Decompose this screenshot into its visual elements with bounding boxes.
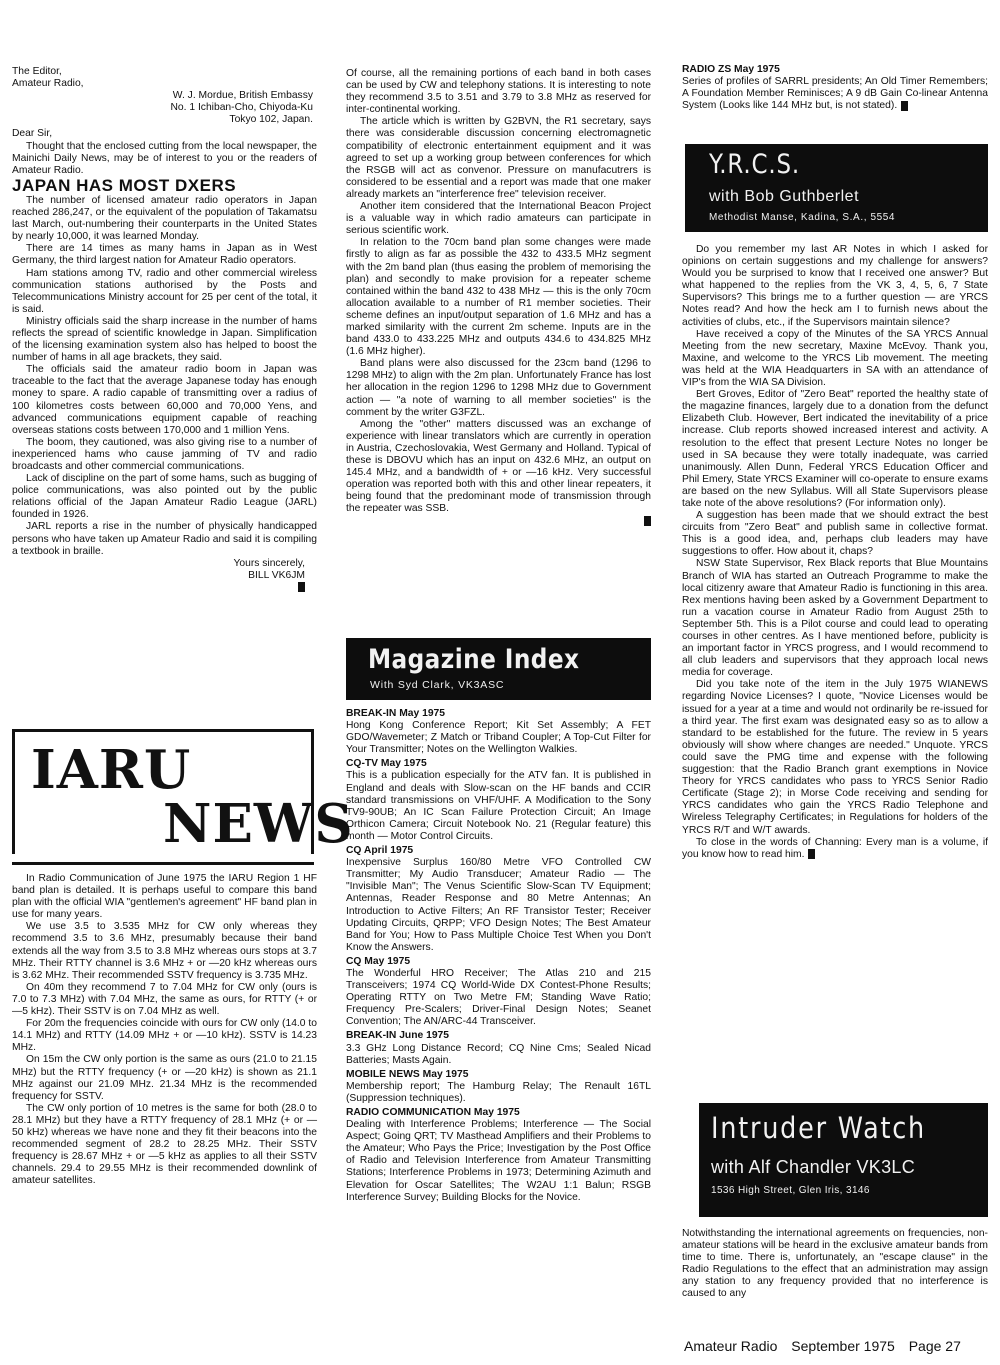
paragraph-text: To close in the words of Channing: Every man is a volume, if you know how to read him. — [682, 836, 988, 860]
paragraph: We use 3.5 to 3.535 MHz for CW only whereas they recommend 3.5 to 3.6 MHz, presumably because their band extends all the way from 3.5 to 3.8 MHz whereas ours stops at 3.7 MHz. Their RTTY channel is 3.6 MHz + or —20 kHz whereas ours is 3.62 MHz. Their recommended SSTV frequency is 3.735 MHz. — [12, 921, 317, 981]
index-entry-head: CQ May 1975 — [346, 955, 411, 967]
paragraph: Another item considered that the International Beacon Project is a valuable way in which radio amateurs can participate in serious scientific work. — [346, 201, 651, 237]
footer-page-number: Page 27 — [908, 1338, 961, 1354]
end-mark-icon — [298, 582, 305, 592]
intruder-watch-byline: with Alf Chandler VK3LC — [711, 1157, 916, 1177]
sender-address — [12, 90, 317, 126]
iaru-title-underline — [12, 862, 314, 865]
index-entry-head: BREAK-IN May 1975 — [346, 708, 445, 719]
iaru-title-line-1: IARU — [31, 739, 192, 801]
footer-publication: Amateur Radio — [684, 1338, 778, 1354]
paragraph: A suggestion has been made that we should extract the best circuits from "Zero Beat" and publish same in collective format. This is a good idea, and, perhaps club leaders may have suggestions to offer. How about it, chaps? — [682, 510, 988, 558]
paragraph — [682, 837, 988, 861]
intruder-watch-address: 1536 High Street, Glen Iris, 3146 — [711, 1185, 870, 1196]
yrcs-byline: with Bob Guthberlet — [709, 188, 860, 205]
index-entry-head: RADIO COMMUNICATION May 1975 — [346, 1107, 520, 1118]
paragraph: Notwithstanding the international agreements on frequencies, non-amateur stations will be heard in the exclusive amateur bands from time to time. There is, unfortunately, an "escape clause" in the Radio Regulations to the effect that an administration may assign any station to any frequency provided that no interference is caused to any — [682, 1228, 988, 1300]
magazine-index-byline: With Syd Clark, VK3ASC — [370, 679, 505, 691]
address-line: W. J. Mordue, British Embassy — [172, 90, 313, 102]
end-mark-icon — [901, 101, 908, 111]
paragraph: The article which is written by G2BVN, the R1 secretary, says there was considerable discussion concerning electromagnetic compatibility of electronic entertainment equipment and it was agreed to set up a working group between conferences for which the RSGB will act as convenor. Pressure on manufacutrers is considered to be essential and a report was made that one maker already markets an "interference free" television receiver. — [346, 116, 651, 200]
paragraph: The CW only portion of 10 metres is the same for both (28.0 to 28.1 MHz) but they have a RTTY frequency of 28.1 MHz (+ or —50 kHz) whereas we have none and they fit their beacons into the recommended segment of 28.2 to 28.25 MHz. Their SSTV frequency is 28.67 MHz + or —5 kHz as applies to all their SSTV channels. 29.4 to 29.55 MHz is their recommended downlink of amateur satellites. — [12, 1102, 317, 1187]
intruder-watch-article — [682, 1228, 988, 1301]
index-entry-head: CQ April 1975 — [346, 845, 414, 857]
paragraph: Band plans were also discussed for the 23cm band (1296 to 1298 MHz) to align with the 2m plan. Unfortunately France has lost her allocation in the region 1296 to 1298 MHz due to Government action — "a note of warning to all member societies" is the comment by the writer G3FZL. — [346, 358, 651, 418]
iaru-news-title-box — [12, 729, 354, 855]
paragraph: The officials said the amateur radio boom in Japan was traceable to the fact that the average Japanese today has enough money to spare. A radio capable of transmitting over a radius of 100 kilometres costs between 60,000 and 70,000 Yens, and advanced communications equipment capable of reaching overseas stations costs between 170,000 and 1 million Yens. — [12, 364, 317, 436]
address-line: No. 1 Ichiban-Cho, Chiyoda-Ku — [170, 102, 313, 114]
end-mark-row — [12, 582, 317, 594]
signature-text: BILL VK6JM — [248, 569, 305, 581]
paragraph: Ham stations among TV, radio and other commercial wireless communication stations authorised by the Posts and Telecommunications Ministry account for 25 per cent of the total, it is said. — [12, 267, 317, 315]
paragraph: The number of licensed amateur radio operators in Japan reached 286,247, or the equivalent of the population of Takamatsu last March, out-numbering their counterparts in the United States by nearly 10,000, it was learned Monday. — [12, 194, 317, 243]
index-entry-body: Inexpensive Surplus 160/80 Metre VFO Controlled CW Transmitter; My Audio Transducer; Amateur Radio — The "Invisible Man"; The Venus Scientific Slow-Scan TV Equipment; Antennas, Reader Response and 80 Metre Antennas; An Introduction to Active Filters; An RF Transistor Tester; Receiver Updating Circuits, QRPP; VFO Design Notes; The Best Amateur Band for You; How to Pass Multiple Choice Test When you Don't Know the Answers. — [346, 857, 651, 953]
paragraph: In relation to the 70cm band plan some changes were made firstly to align as far as possible the 432 to 433.5 MHz segment with the 2m band plan (thus easing the problem of memorising the plan) and secondly to make provision for a repeater scheme contained within the band 432 to 438 MHz — this is the only 70cm allocation available to a number of R1 member societies. Their scheme defines an input/output separation of 1.6 MHz and has a marked similarity with the current 2m scheme. Inputs are in the band 433.0 to 433.225 MHz and outputs 434.6 to 434.825 MHz (1.6 MHz higher). — [346, 237, 651, 358]
letter-publication: Amateur Radio, — [12, 78, 84, 90]
paragraph: The boom, they cautioned, was also giving rise to a number of inexperienced hams who cause jamming of TV and radio broadcasts and other commercial communications. — [12, 436, 317, 472]
paragraph: In Radio Communication of June 1975 the IARU Region 1 HF band plan is detailed. It is perhaps useful to compare this band plan with the official WIA "gentlemen's agreement" HF band plan in use for many years. — [12, 873, 317, 921]
paragraph: NSW State Supervisor, Rex Black reports that Blue Mountains Branch of WIA has started an Outreach Programme to make the local citizenry aware that Amateur Radio is functioning in this area. Rex mentions having been asked by a Government Department to run a vacation course in Amateur Radio from August 25th to September 5th. This is a Pilot course and could lead to operating courses in other centres. As I have mentioned before, publicity is an important factor in YRCS progress, and I would recommend to all club leaders and supervisors that they approach local news media for coverage. — [682, 558, 988, 679]
index-entry-body: 3.3 GHz Long Distance Record; CQ Nine Cms; Sealed Nicad Batteries; Masts Again. — [346, 1042, 651, 1066]
letter-greeting: Dear Sir, — [12, 128, 53, 140]
yrcs-article — [682, 244, 988, 861]
iaru-article-start — [12, 873, 317, 1187]
paragraph: Did you take note of the item in the July 1975 WIANEWS regarding Novice Licenses? I quote, "Novice Licenses would be issued for a year at a time and would not ordinarily be re-issued for a third year. The first exam was designated easy so as to allow a standard to be established for the future. The review in 5 years obviously will show where changes are needed." Unquote. YRCS could save the PMG time and expense with the following suggestion: that the Radio Branch grant exemptions in Novice Theory for YRCS candidates who pass to YRCS Senior Radio Certificate (Stage 2); in Morse Code receiving and sending for YRCS candidates who gain the YRCS Radio Telephone and Wireless Telegraphy Certificates; in Regulations for holders of the YRCS R/T and W/T awards. — [682, 679, 988, 836]
paragraph: On 40m they recommend 7 to 7.04 MHz for CW only (ours is 7.0 to 7.3 MHz) with 7.04 MHz, the same as ours, for RTTY (+ or —5 kHz). Their SSTV is on 7.04 MHz as well. — [12, 981, 317, 1018]
index-entry-body — [682, 76, 988, 112]
index-entry-text: Series of profiles of SARRL presidents; An Old Timer Remembers; A Foundation Member Reminisces; A 9 dB Gain Co-linear Antenna System (Looks like 144 MHz but, is not stated). — [682, 76, 988, 112]
index-entry-body: Dealing with Interference Problems; Interference — The Social Aspect; Going QRT; TV Masthead Amplifiers and their Problems to the Amateur; Who Pays the Price; Investigation by the Post Office of Radio and Television Interference from Amateur Transmitting Stations; Interference Problems in 1973; Determining Azimuth and Elevation for Oscar Satellites; The W2AU 1:1 Balun; RSGB Interference Survey; Building Blocks for the Novice. — [346, 1119, 651, 1203]
yrcs-address: Methodist Manse, Kadina, S.A., 5554 — [709, 212, 896, 223]
intruder-watch-title-box — [699, 1103, 988, 1217]
letter-closing: Yours sincerely, — [233, 557, 305, 569]
index-entry-head: BREAK-IN June 1975 — [346, 1030, 449, 1042]
magazine-index-title-box — [346, 638, 651, 700]
yrcs-title-box — [685, 144, 988, 232]
article-headline: JAPAN HAS MOST DXERS — [12, 175, 237, 195]
column-1 — [12, 66, 317, 1187]
paragraph: Among the "other" matters discussed was an exchange of experience with linear translators which are currently in operation in Austria, Czechoslovakia, West Germany and Holland. Typical of these is DBOVU which has an input on 432.6 MHz, an output on 145.4 MHz, and a bandwidth of + or —16 kHz. Very successful operation was reported both with this and other linear repeaters, it being found that the predominant mode of transmission through the repeater was SSB. — [346, 418, 651, 515]
paragraph: For 20m the frequencies coincide with ours for CW only (14.0 to 14.1 MHz) and RTTY (14.09 MHz + or —10 kHz). SSTV is 14.23 MHz. — [12, 1018, 317, 1054]
end-mark-row — [346, 515, 651, 527]
intruder-watch-title: Intruder Watch — [711, 1111, 926, 1145]
end-mark-icon — [808, 849, 815, 859]
paragraph: Have received a copy of the Minutes of the SA YRCS Annual Meeting from the new secretary, Maxine McEvoy. Thank you, Maxine, and welcome to the YRCS Lib movement. The meeting was held at the WIA Headquarters in SA with an attendance of VIP's from the WIA SA Division. — [682, 328, 988, 389]
paragraph: Lack of discipline on the part of some hams, such as bugging of police communications, was also pointed out by the public relations official of the Japan Amateur Radio League (JARL) founded in 1926. — [12, 473, 317, 521]
magazine-index-title: Magazine Index — [368, 644, 580, 675]
index-entry-head: RADIO ZS May 1975 — [682, 64, 780, 75]
index-entry-body: The Wonderful HRO Receiver; The Atlas 210 and 215 Transceivers; 1974 CQ World-Wide DX Contest-Phone Results; Operating RTTY on Two Metre FM; Standing Wave Ratio; Frequency Pre-Scalers; Driver-Final Design Notes; Seanet Convention; The AN/ARC-44 Transceiver. — [346, 967, 651, 1028]
yrcs-title: Y.R.C.S. — [709, 149, 801, 180]
index-entry-head: CQ-TV May 1975 — [346, 758, 427, 770]
letter-to: The Editor, — [12, 66, 62, 77]
paragraph: JARL reports a rise in the number of physically handicapped persons who have taken up Amateur Radio and said it is compiling a textbook in braille. — [12, 521, 317, 557]
letter-intro: Thought that the enclosed cutting from the local newspaper, the Mainichi Daily News, may be of interest to you or the readers of Amateur Radio. — [12, 140, 317, 176]
page-footer — [684, 1338, 990, 1354]
paragraph: Of course, all the remaining portions of each band in both cases can be used by CW and telephony stations. It is interesting to note they recommend 3.5 to 3.51 and 3.79 to 3.8 MHz as reserved for inter-continental working. — [346, 68, 651, 116]
magazine-index-list — [346, 706, 651, 1204]
paragraph: There are 14 times as many hams in Japan as in West Germany, the third largest nation for Amateur Radio operators. — [12, 243, 317, 267]
footer-issue: September 1975 — [791, 1338, 895, 1354]
letter-signature — [12, 570, 317, 582]
index-entry-head: MOBILE NEWS May 1975 — [346, 1068, 469, 1080]
end-mark-icon — [644, 516, 651, 526]
paragraph: Do you remember my last AR Notes in which I asked for opinions on certain suggestions and my challenge for answers? Would you be surprised to know that I received one answer? But what happened to the replies from the VK 3, 4, 5, 6, 7 State Supervisors? This brings me to a further question — are YRCS Notes read? And how the heck am I to furnish news about the activities of clubs, etc., if the Supervisors maintain silence? — [682, 244, 988, 328]
index-entry-body: Membership report; The Hamburg Relay; The Renault 16TL (Suppression techniques). — [346, 1080, 651, 1104]
iaru-title-line-2: NEWS — [163, 793, 354, 855]
paragraph: Bert Groves, Editor of "Zero Beat" reported the healthy state of the magazine finances, largely due to a donation from the defunct Elizabeth Club. However, Bert indicated the inevitability of a price increase. Club reports showed increased interest and activity. A resolution to the effect that present Lecture Notes no longer be used in SA because they were totally inadequate, was carried unanimously. Allen Dunn, Federal YRCS Education Officer and Phil Emery, State YRCS Examiner will co-operate to ensure exams are based on the new Syllabus. Will all State Supervisors please take note of the above resolutions? (For information only). — [682, 389, 988, 509]
index-entry-body: Hong Kong Conference Report; Kit Set Assembly; A FET GDO/Wavemeter; Z Match or Triband Coupler; A Top-Cut Filter for Your Transmitter; Notes on the Wellington Walkies. — [346, 720, 651, 756]
paragraph: On 15m the CW only portion is the same as ours (21.0 to 21.15 MHz) but the RTTY frequency (+ or —20 kHz) is shown as 21.1 MHz against our 21.09 MHz. 21.34 MHz is the recommended frequency for SSTV. — [12, 1054, 317, 1102]
paragraph: Ministry officials said the sharp increase in the number of hams reflects the spread of scientific knowledge in Japan. Simplification of the licensing examination system also has helped to boost the number of hams in all age brackets, they said. — [12, 315, 317, 364]
address-line: Tokyo 102, Japan. — [229, 114, 313, 126]
index-entry-body: This is a publication especially for the ATV fan. It is published in England and deals with Slow-scan on the HF bands and CCIR standard transmissions on VHF/UHF. A Modification to the Sony TV9-90UB; An IC Scan Failure Protection Circuit; An Image Orthicon Camera; Circuit Notebook No. 21 (Regular feature) this month — Motor Control Circuits. — [346, 770, 651, 842]
